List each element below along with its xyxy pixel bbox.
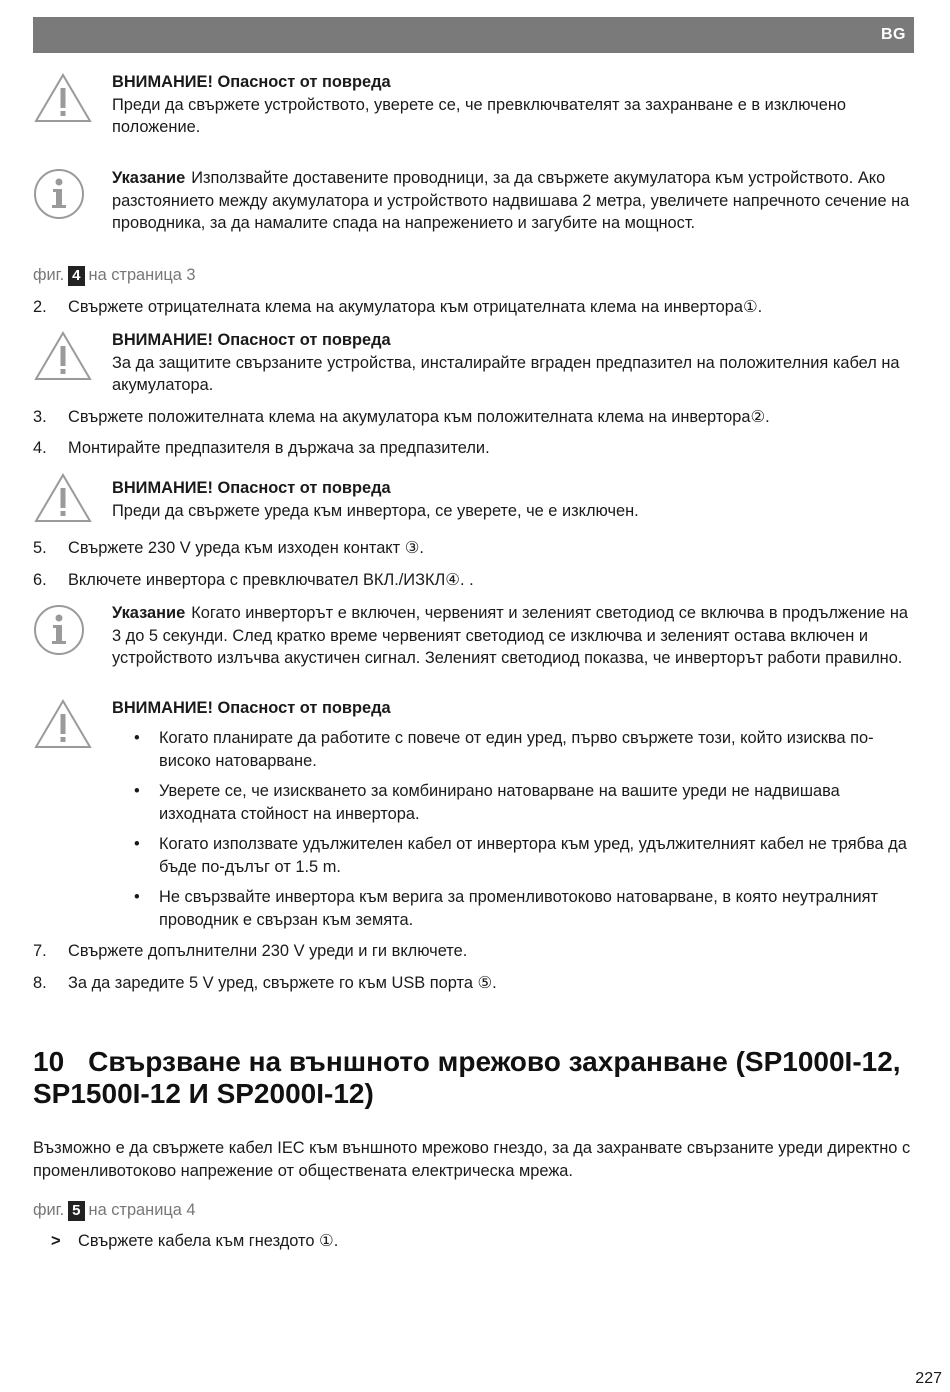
- step-text: Свържете кабела към гнездото ①.: [78, 1232, 339, 1250]
- language-code: BG: [881, 26, 906, 43]
- step-text: Свържете допълнителни 230 V уреди и ги включете.: [68, 942, 468, 960]
- warning-text: За да защитите свързаните устройства, инсталирайте вграден предпазител на положителния кабел на акумулатора.: [112, 353, 900, 394]
- section-paragraph: Възможно е да свържете кабел IEC към външното мрежово гнездо, за да захранвате свързаните уреди директно с променливотоково напрежение от обществената електрическа мрежа.: [33, 1139, 911, 1180]
- figure-page: на страница 4: [88, 1201, 196, 1219]
- warning-icon: [33, 698, 93, 750]
- section-number: 10: [33, 1046, 65, 1077]
- figure-page: на страница 3: [88, 266, 196, 284]
- warning-note-4: [112, 697, 912, 720]
- note-text: Използвайте доставените проводници, за да свържете акумулатора към устройството. Ако разстоянието между акумулатора и устройството надвишава 2 метра, увеличете напречното сечение на проводника, за да намалите спада на напрежението и загубите на мощност.: [112, 169, 910, 232]
- step-text: Включете инвертора с превключвател ВКЛ./ИЗКЛ④. .: [68, 571, 474, 589]
- warning-title: ВНИМАНИЕ! Опасност от повреда: [112, 331, 391, 349]
- warning-icon: [33, 472, 93, 524]
- page-number: 227: [915, 1370, 942, 1387]
- step-number: 3.: [33, 408, 47, 426]
- header-bar: [33, 17, 914, 53]
- step-number: 5.: [33, 539, 47, 557]
- info-icon: [33, 168, 85, 220]
- section-heading: [33, 1046, 923, 1110]
- warning-icon: [33, 72, 93, 124]
- step-number: 6.: [33, 571, 47, 589]
- step-text: Монтирайте предпазителя в държача за предпазители.: [68, 439, 490, 457]
- arrow-marker: >: [51, 1232, 61, 1250]
- warning-icon: [33, 330, 93, 382]
- figure-prefix: фиг.: [33, 1201, 65, 1219]
- figure-prefix: фиг.: [33, 266, 65, 284]
- list-item: • Когато използвате удължителен кабел от инвертора към уред, удължителният кабел не трябва да бъде по-дълъг от 1.5 m.: [112, 833, 912, 878]
- section-title: Свързване на външното мрежово захранване (SP1000I-12, SP1500I-12 И SP2000I-12): [33, 1046, 901, 1109]
- warning-note-1: [112, 71, 912, 139]
- step-text: Свържете отрицателната клема на акумулатора към отрицателната клема на инвертора①.: [68, 298, 763, 316]
- step-number: 4.: [33, 439, 47, 457]
- figure-number: 4: [68, 266, 84, 286]
- step-text: Свържете 230 V уреда към изходен контакт ③.: [68, 539, 424, 557]
- figure-number: 5: [68, 1201, 84, 1221]
- step-text: Свържете положителната клема на акумулатора към положителната клема на инвертора②.: [68, 408, 770, 426]
- list-item: • Когато планирате да работите с повече от един уред, първо свържете този, който изисква по-високо натоварване.: [112, 727, 912, 772]
- figure-reference: [33, 264, 196, 287]
- note-lead: Указание: [112, 169, 186, 187]
- list-item: • Не свързвайте инвертора към верига за променливотоково натоварване, в която неутралният проводник е свързан към земята.: [112, 886, 912, 931]
- step-text: За да заредите 5 V уред, свържете го към USB порта ⑤.: [68, 974, 497, 992]
- warning-title: ВНИМАНИЕ! Опасност от повреда: [112, 479, 391, 497]
- step-number: 8.: [33, 974, 47, 992]
- figure-reference: [33, 1199, 196, 1222]
- warning-title: ВНИМАНИЕ! Опасност от повреда: [112, 699, 391, 717]
- warning-text: Преди да свържете устройството, уверете се, че превключвателят за захранване е в изключено положение.: [112, 95, 846, 136]
- warning-title: ВНИМАНИЕ! Опасност от повреда: [112, 73, 391, 91]
- note-lead: Указание: [112, 604, 186, 622]
- step-number: 2.: [33, 298, 47, 316]
- note-text: Когато инверторът е включен, червеният и зеленият светодиод се включва в продължение на 3 до 5 секунди. След кратко време червеният светодиод се изключва и зеленият остава включен и устройството излъчва акустичен сигнал. Зеленият светодиод показва, че инверторът работи правилно.: [112, 604, 909, 667]
- info-note-2: [112, 602, 912, 670]
- warning-text: Преди да свържете уреда към инвертора, се уверете, че е изключен.: [112, 501, 639, 520]
- warning-note-2: [112, 329, 912, 397]
- warning-note-3: [112, 477, 912, 522]
- step-number: 7.: [33, 942, 47, 960]
- warning-bullet-list: [112, 727, 912, 939]
- info-note-1: [112, 167, 912, 235]
- list-item: • Уверете се, че изискването за комбинирано натоварване на вашите уреди не надвишава изходната стойност на инвертора.: [112, 780, 912, 825]
- info-icon: [33, 604, 85, 656]
